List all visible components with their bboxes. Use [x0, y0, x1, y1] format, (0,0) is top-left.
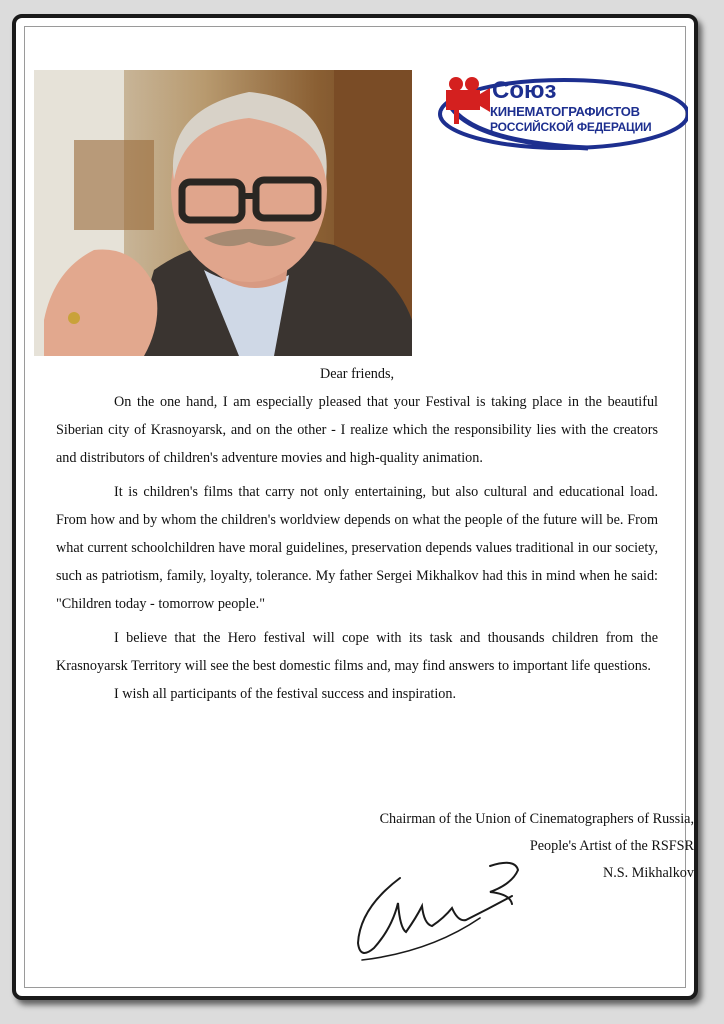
- portrait-illustration: [34, 70, 412, 356]
- paragraph-2: It is children's films that carry not only entertaining, but also cultural and educational load. From how and by whom the children's worldview depends on what the people of the future will be. From what current schoolchildren have moral guidelines, preservation depends values traditional in our society, such as patriotism, family, loyalty, tolerance. My father Sergei Mikhalkov had this in mind when he said: "Children today - tomorrow people.": [56, 484, 658, 612]
- handwritten-signature: [340, 848, 530, 968]
- signer-name: N.S. Mikhalkov: [602, 865, 694, 881]
- logo-line-2: КИНЕМАТОГРАФИСТОВ: [490, 104, 640, 119]
- salutation: Dear friends,: [319, 366, 395, 382]
- logo-line-3: РОССИЙСКОЙ ФЕДЕРАЦИИ: [490, 120, 652, 134]
- paragraph-4: I wish all participants of the festival success and inspiration.: [114, 686, 456, 702]
- signer-title-2: People's Artist of the RSFSR: [529, 838, 694, 854]
- letter-body: [56, 360, 658, 708]
- paragraph-1: On the one hand, I am especially pleased that your Festival is taking place in the beautiful Siberian city of Krasnoyarsk, and on the other - I realize which the responsibility lies with the creators and distributors of children's adventure movies and high-quality animation.: [56, 394, 658, 466]
- signer-title-1: Chairman of the Union of Cinematographers of Russia,: [379, 811, 694, 827]
- portrait-photo: [34, 70, 412, 356]
- paragraph-3: I believe that the Hero festival will cope with its task and thousands children from the Krasnoyarsk Territory will see the best domestic films and, may find answers to important life questions.: [56, 630, 658, 674]
- film-camera-icon: [446, 77, 490, 124]
- union-logo: [428, 70, 688, 154]
- logo-line-1: Союз: [492, 77, 557, 104]
